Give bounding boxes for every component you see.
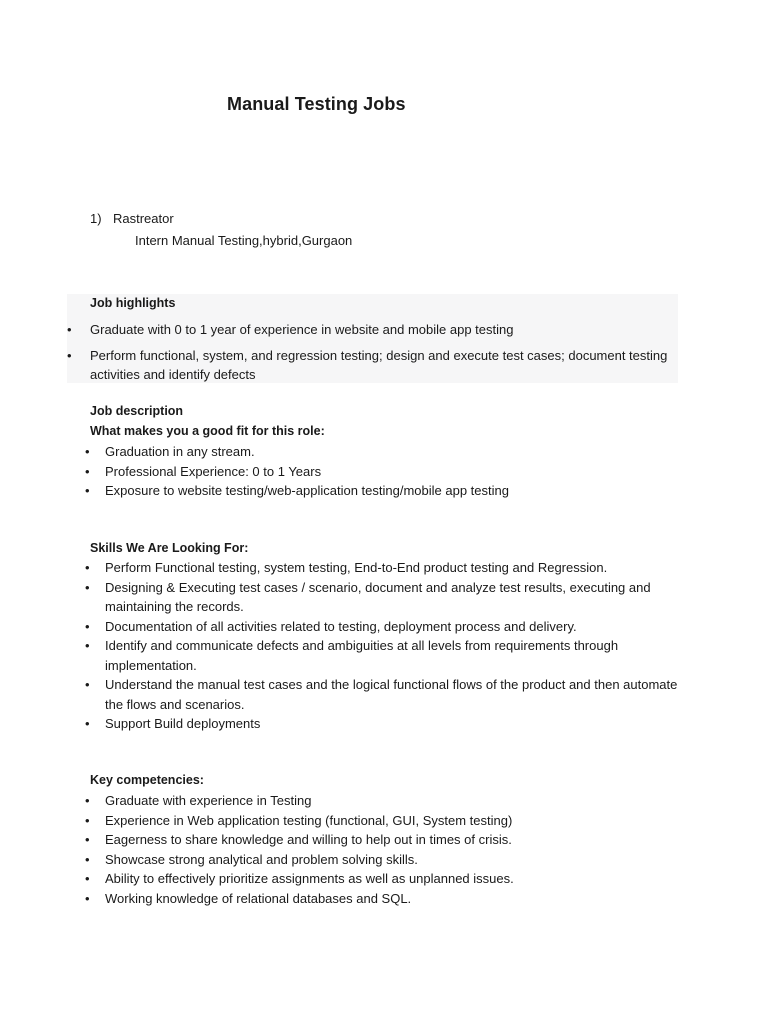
list-item [85,889,680,909]
list-item [67,346,675,385]
bullet-icon: • [67,322,72,337]
bullet-icon: • [85,890,90,906]
bullet-icon: • [85,851,90,867]
list-item-text: Exposure to website testing/web-application testing/mobile app testing [105,483,509,498]
list-item-text: Perform functional, system, and regression testing; design and execute test cases; document testing activities and identify defects [90,347,668,382]
list-item [85,850,680,870]
list-item [85,481,680,501]
list-item [85,791,680,811]
bullet-icon: • [85,483,90,498]
list-item-text: Identify and communicate defects and ambiguities at all levels from requirements through implementation. [105,638,619,673]
list-item [85,462,680,482]
bullet-icon: • [85,463,90,479]
bullet-icon: • [85,832,90,847]
bullet-icon: • [85,560,90,575]
good-fit-list [85,442,680,501]
list-item [85,442,680,462]
skills-list [85,558,680,734]
list-item-text: Designing & Executing test cases / scenario, document and analyze test results, executing and maintaining the records. [105,579,651,614]
list-item-text: Documentation of all activities related to testing, deployment process and delivery. [105,618,577,634]
list-item [85,714,680,734]
list-item-text: Graduate with experience in Testing [105,793,312,808]
list-item-text: Eagerness to share knowledge and willing to help out in times of crisis. [105,832,512,847]
bullet-icon: • [85,677,90,692]
list-item-text: Graduate with 0 to 1 year of experience in website and mobile app testing [90,322,514,337]
competencies-heading: Key competencies: [90,773,204,787]
bullet-icon: • [85,638,90,653]
job-description-heading: Job description [90,404,184,418]
page-title: Manual Testing Jobs [227,94,406,114]
list-item-text: Experience in Web application testing (functional, GUI, System testing) [105,812,513,828]
bullet-icon: • [85,579,90,595]
competencies-list [85,791,680,908]
list-item [85,830,680,850]
job-title-line: Intern Manual Testing,hybrid,Gurgaon [135,233,353,248]
good-fit-heading: What makes you a good fit for this role: [90,424,325,438]
list-item-text: Graduation in any stream. [105,444,255,459]
list-item-text: Ability to effectively prioritize assignments as well as unplanned issues. [105,871,514,886]
bullet-icon: • [85,871,90,886]
bullet-icon: • [85,793,90,808]
bullet-icon: • [85,444,90,459]
list-item-text: Professional Experience: 0 to 1 Years [105,463,322,479]
bullet-icon: • [85,618,90,634]
list-item [85,578,680,617]
list-item [85,675,680,714]
list-item [85,636,680,675]
list-item [85,869,680,889]
list-item [85,811,680,831]
job-highlights-list [67,320,675,391]
bullet-icon: • [67,347,72,363]
list-item-text: Perform Functional testing, system testing, End-to-End product testing and Regression. [105,560,608,575]
job-highlights-heading: Job highlights [90,296,176,310]
bullet-icon: • [85,716,90,731]
company-number: 1) [90,211,102,226]
list-item [67,320,675,340]
list-item-text: Support Build deployments [105,716,261,731]
list-item [85,617,680,637]
company-name: Rastreator [113,211,174,226]
skills-heading: Skills We Are Looking For: [90,541,249,555]
list-item-text: Working knowledge of relational databases and SQL. [105,890,412,906]
list-item [85,558,680,578]
list-item-text: Understand the manual test cases and the logical functional flows of the product and then automate the flows and scenarios. [105,677,678,712]
list-item-text: Showcase strong analytical and problem solving skills. [105,851,418,867]
bullet-icon: • [85,812,90,828]
